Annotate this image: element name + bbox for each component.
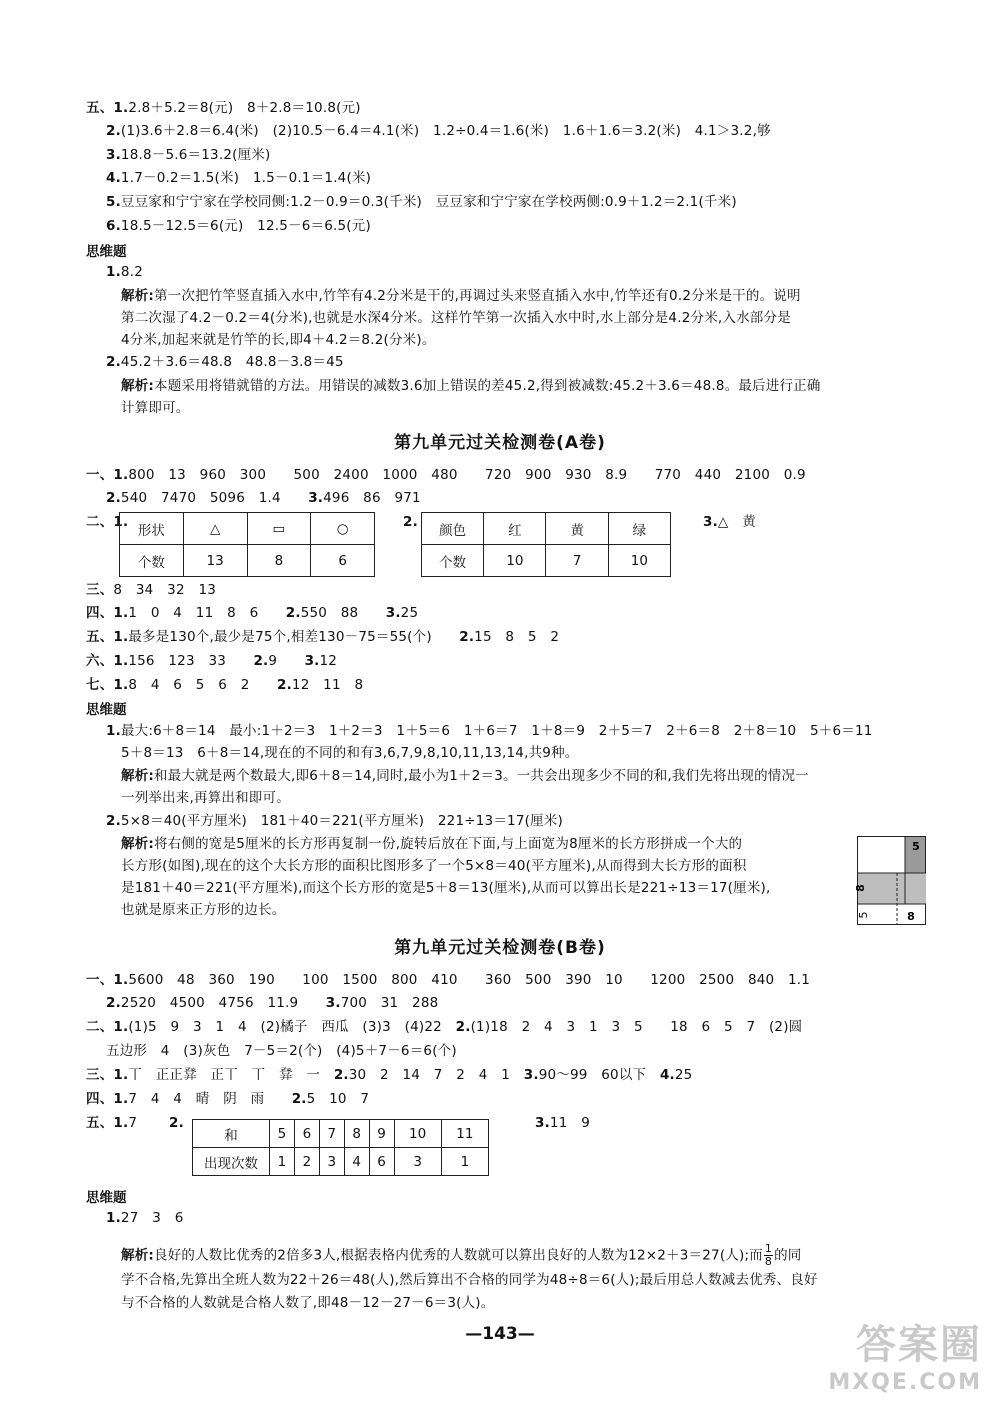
- answer-text: 8.2: [120, 264, 143, 280]
- analysis-text: 的同: [774, 1247, 802, 1264]
- item-label: 1.: [106, 264, 121, 280]
- table-cell: 10: [484, 545, 546, 577]
- answer-text: 12 11 8: [291, 677, 364, 693]
- answer-line: [106, 488, 421, 508]
- answer-line: [106, 168, 371, 188]
- color-count-table: [421, 512, 671, 577]
- item-label: 3.: [523, 1067, 539, 1083]
- analysis-label: 解析:: [121, 768, 154, 784]
- answer-line: [86, 651, 337, 671]
- fraction-numerator: 1: [764, 1242, 773, 1255]
- item-label: 2.: [459, 629, 475, 645]
- answer-text: (1)3.6＋2.8＝6.4(米) (2)10.5－6.4＝4.1(米) 1.2÷0.4＝1.6(米) 1.6＋1.6＝3.2(米) 4.1＞3.2,够: [120, 123, 771, 139]
- item-label: 2.: [106, 813, 121, 829]
- answer-text: 5 10 7: [306, 1091, 370, 1107]
- table-cell: 11: [441, 1120, 488, 1148]
- item-label: 3.: [308, 490, 324, 506]
- table-cell: 8: [344, 1120, 369, 1148]
- answer-line: [106, 216, 371, 236]
- answer-line: [86, 970, 810, 990]
- table-cell: 3: [319, 1148, 344, 1176]
- table-cell: 7: [319, 1120, 344, 1148]
- analysis-text: 本题采用将错就错的方法。用错误的减数3.6加上错误的差45.2,得到被减数:45.2＋3.6＝48.8。最后进行正确: [154, 378, 821, 394]
- answer-line: [86, 603, 418, 623]
- item-label: 2.: [291, 1091, 307, 1107]
- analysis-line: 计算即可。: [121, 400, 190, 416]
- item-label-text: 二、1.: [86, 514, 129, 530]
- answer-line: [106, 192, 737, 212]
- diagram-label: 8: [854, 884, 867, 892]
- table-cell: 5: [270, 1120, 295, 1148]
- item-label: 1.: [106, 1210, 121, 1226]
- item-label: 一、1.: [86, 972, 129, 988]
- item-label: 3.: [106, 147, 121, 163]
- answer-line: [86, 465, 806, 485]
- table-row-label: 个数: [422, 545, 484, 577]
- watermark-logo-text: 答案圈: [856, 1322, 982, 1368]
- item-label: 2.: [285, 605, 301, 621]
- item-label: 2.: [169, 1115, 184, 1131]
- answer-text: 18.8－5.6＝13.2(厘米): [120, 147, 271, 163]
- item-label: 三、: [86, 582, 114, 598]
- diagram-label: 5: [857, 911, 870, 919]
- answer-text: 8 34 32 13: [113, 582, 217, 598]
- item-label: 2.: [106, 490, 121, 506]
- item-label: 五、1.: [86, 629, 129, 645]
- answer-line: 五边形 4 (3)灰色 7－5＝2(个) (4)5＋7－6＝6(个): [106, 1043, 457, 1059]
- answer-text: 2.8＋5.2＝8(元) 8＋2.8＝10.8(元): [128, 100, 361, 116]
- answer-text: 18.5－12.5＝6(元) 12.5－6＝6.5(元): [120, 218, 371, 234]
- answer-text: 540 7470 5096 1.4: [120, 490, 281, 506]
- answer-line: [106, 121, 771, 141]
- answer-line: [86, 580, 216, 600]
- answer-text: (1)18 2 4 3 1 3 5 18 6 5 7 (2)圆: [470, 1019, 803, 1035]
- table-cell: 7: [546, 545, 608, 577]
- analysis-label: 解析:: [121, 378, 154, 394]
- item-label: 四、1.: [86, 605, 129, 621]
- answer-line: 5＋8＝13 6＋8＝14,现在的不同的和有3,6,7,9,8,10,11,13,14,共9种。: [121, 745, 579, 761]
- answer-line: [535, 1113, 590, 1133]
- item-label: 四、1.: [86, 1091, 129, 1107]
- item-label: 五、1.: [86, 100, 129, 116]
- answer-text: 5×8＝40(平方厘米) 181＋40＝221(平方厘米) 221÷13＝17(厘米): [120, 813, 563, 829]
- analysis-line: 4分米,加起来就是竹竿的长,即4＋4.2＝8.2(分米)。: [121, 332, 436, 348]
- section-title-a: 第九单元过关检测卷(A卷): [394, 433, 606, 453]
- answer-text: 最多是130个,最少是75个,相差130－75＝55(个): [128, 629, 432, 645]
- watermark: [828, 1313, 982, 1395]
- item-label: 2.: [106, 995, 121, 1011]
- answer-text: 最大:6＋8＝14 最小:1＋2＝3 1＋2＝3 1＋5＝6 1＋6＝7 1＋8＝9 2＋5＝7 2＋6＝8 2＋8＝10 5＋6＝11: [120, 723, 873, 739]
- answer-text: 156 123 33: [128, 653, 227, 669]
- item-label: 3.: [703, 514, 718, 530]
- circle-icon: ○: [311, 513, 375, 545]
- table-row-label: 出现次数: [193, 1148, 270, 1176]
- answer-text: 豆豆家和宁宁家在学校同侧:1.2－0.9＝0.3(千米) 豆豆家和宁宁家在学校两侧:0.9＋1.2＝2.1(千米): [120, 194, 737, 210]
- answer-line: [106, 145, 270, 165]
- answer-text: 90～99 60以下: [538, 1067, 647, 1083]
- answer-line: [106, 352, 344, 372]
- table-cell: 6: [369, 1148, 394, 1176]
- answer-line: [106, 993, 438, 1013]
- diagram-label: 8: [907, 910, 915, 923]
- thinking-heading: 思维题: [86, 244, 127, 260]
- analysis-line: 与不合格的人数就是合格人数了,即48－12－27－6＝3(人)。: [121, 1295, 495, 1311]
- answer-line: [86, 1017, 802, 1037]
- table-row-label: 个数: [120, 545, 184, 577]
- item-label: 4.: [659, 1067, 675, 1083]
- answer-text: 800 13 960 300 500 2400 1000 480 720 900 930 8.9 770 440 2100 0.9: [128, 467, 806, 483]
- analysis-line: 长方形(如图),现在的这个大长方形的面积比图形多了一个5×8＝40(平方厘米),从而得到大长方形的面积: [121, 858, 747, 874]
- table-cell: 8: [247, 545, 311, 577]
- fraction-denominator: 8: [764, 1255, 773, 1268]
- thinking-heading: 思维题: [86, 702, 127, 718]
- analysis-line: 一列举出来,再算出和即可。: [121, 790, 290, 806]
- item-label: 五、1.: [86, 1115, 129, 1131]
- page-number: —143—: [465, 1324, 535, 1344]
- shape-count-table: [119, 512, 375, 577]
- answer-line: [86, 1065, 692, 1085]
- table-cell: 6: [294, 1120, 319, 1148]
- answer-line: [106, 262, 143, 282]
- item-label: 三、1.: [86, 1067, 129, 1083]
- analysis-line: [121, 1243, 802, 1268]
- answer-text: 8 4 6 5 6 2: [128, 677, 250, 693]
- analysis-line: 第二次湿了4.2－0.2＝4(分米),也就是水深4分米。这样竹竿第一次插入水中时,水上部分是4.2分米,入水部分是: [121, 310, 791, 326]
- item-label: 一、1.: [86, 467, 129, 483]
- item-label: 2.: [403, 514, 418, 530]
- answer-text: 12: [319, 653, 338, 669]
- item-label: 2.: [106, 123, 121, 139]
- table-header-cell: 形状: [120, 513, 184, 545]
- item-label: 七、1.: [86, 677, 129, 693]
- answer-text: 45.2＋3.6＝48.8 48.8－3.8＝45: [120, 354, 344, 370]
- tally-marks: 丅 正正𤼷 正丅 丅 𤼷 一: [128, 1067, 321, 1083]
- answer-text: 15 8 5 2: [474, 629, 560, 645]
- item-label: 2.: [253, 653, 269, 669]
- item-label: 3.: [385, 605, 401, 621]
- table-cell: 2: [294, 1148, 319, 1176]
- rectangle-diagram: [854, 836, 927, 926]
- answer-text: 30 2 14 7 2 4 1: [348, 1067, 511, 1083]
- answer-text: 11 9: [549, 1115, 590, 1131]
- answer-text: 1.7－0.2＝1.5(米) 1.5－0.1＝1.4(米): [120, 170, 372, 186]
- table-cell: 10: [608, 545, 670, 577]
- item-label: 2.: [106, 354, 121, 370]
- item-label: 3.: [304, 653, 320, 669]
- thinking-heading: 思维题: [86, 1190, 127, 1206]
- answer-line: [106, 811, 563, 831]
- analysis-text: 和最大就是两个数最大,即6＋8＝14,同时,最小为1＋2＝3。一共会出现多少不同的和,我们先将出现的情况一: [154, 768, 809, 784]
- analysis-label: 解析:: [121, 836, 154, 852]
- sum-frequency-table: [192, 1119, 489, 1176]
- answer-text: △ 黄: [717, 514, 756, 530]
- analysis-line: [121, 834, 742, 854]
- item-label: 2.: [276, 677, 292, 693]
- analysis-label: 解析:: [121, 288, 154, 304]
- item-label: 2.: [455, 1019, 471, 1035]
- section-title-b: 第九单元过关检测卷(B卷): [394, 938, 606, 958]
- answer-line: [106, 1208, 183, 1228]
- answer-text: 5600 48 360 190 100 1500 800 410 360 500 390 10 1200 2500 840 1.1: [128, 972, 811, 988]
- analysis-line: [121, 766, 809, 786]
- table-cell: 9: [369, 1120, 394, 1148]
- table-cell: 13: [183, 545, 247, 577]
- item-label: 6.: [106, 218, 121, 234]
- answer-text: 7 4 4 晴 阴 雨: [128, 1091, 265, 1107]
- answer-text: 25: [400, 605, 419, 621]
- item-label: 3.: [325, 995, 341, 1011]
- item-label: 2.: [333, 1067, 349, 1083]
- answer-text: 25: [674, 1067, 693, 1083]
- analysis-text: 第一次把竹竿竖直插入水中,竹竿有4.2分米是干的,再调过头来竖直插入水中,竹竿还有0.2分米是干的。说明: [154, 288, 801, 304]
- analysis-line: 是181＋40＝221(平方厘米),而这个长方形的宽是5＋8＝13(厘米),从而可以算出长是221÷13＝17(厘米),: [121, 880, 771, 896]
- item-label: 1.: [106, 723, 121, 739]
- table-cell: 4: [344, 1148, 369, 1176]
- analysis-text: 良好的人数比优秀的2倍多3人,根据表格内优秀的人数就可以算出良好的人数为12×2＋3＝27(人);而: [154, 1247, 763, 1264]
- table-header-cell: 绿: [608, 513, 670, 545]
- answer-text: 1 0 4 11 8 6: [128, 605, 259, 621]
- table-header-cell: 红: [484, 513, 546, 545]
- item-label: 六、1.: [86, 653, 129, 669]
- analysis-text: 将右侧的宽是5厘米的长方形再复制一份,旋转后放在下面,与上面宽为8厘米的长方形拼成一个大的: [154, 836, 743, 852]
- rectangle-icon: ▭: [247, 513, 311, 545]
- item-label: 4.: [106, 170, 121, 186]
- answer-text: 550 88: [300, 605, 359, 621]
- answer-line: [86, 1113, 137, 1133]
- answer-line: [86, 627, 559, 647]
- answer-text: 2520 4500 4756 11.9: [120, 995, 299, 1011]
- analysis-line: [121, 286, 801, 306]
- table-header-cell: 颜色: [422, 513, 484, 545]
- triangle-icon: △: [183, 513, 247, 545]
- table-cell: 10: [394, 1120, 441, 1148]
- answer-text: 9: [268, 653, 278, 669]
- fraction: [764, 1243, 773, 1268]
- table-cell: 6: [311, 545, 375, 577]
- table-cell: 1: [270, 1148, 295, 1176]
- analysis-line: 学不合格,先算出全班人数为22＋26＝48(人),然后算出不合格的同学为48÷8＝6(人);最后用总人数减去优秀、良好: [121, 1272, 818, 1288]
- answer-text: 496 86 971: [323, 490, 421, 506]
- analysis-line: [121, 376, 821, 396]
- diagram-label: 5: [912, 840, 920, 853]
- answer-line: [86, 1089, 369, 1109]
- table-cell: 1: [441, 1148, 488, 1176]
- table-row-label: 和: [193, 1120, 270, 1148]
- answer-text: 27 3 6: [120, 1210, 184, 1226]
- analysis-label: 解析:: [121, 1247, 154, 1264]
- item-label: 二、1.: [86, 1019, 129, 1035]
- answer-line: [86, 675, 363, 695]
- item-label: 3.: [535, 1115, 550, 1131]
- answer-line: [86, 98, 361, 118]
- analysis-line: 也就是原来正方形的边长。: [121, 902, 286, 918]
- item-label: 5.: [106, 194, 121, 210]
- answer-text: (1)5 9 3 1 4 (2)橘子 西瓜 (3)3 (4)22: [128, 1019, 442, 1035]
- watermark-url: MXQE.COM: [828, 1370, 982, 1395]
- answer-text: 7: [128, 1115, 138, 1131]
- table-header-cell: 黄: [546, 513, 608, 545]
- answer-text: 700 31 288: [340, 995, 439, 1011]
- table-cell: 3: [394, 1148, 441, 1176]
- answer-line: [106, 721, 873, 741]
- answer-line: [703, 512, 756, 532]
